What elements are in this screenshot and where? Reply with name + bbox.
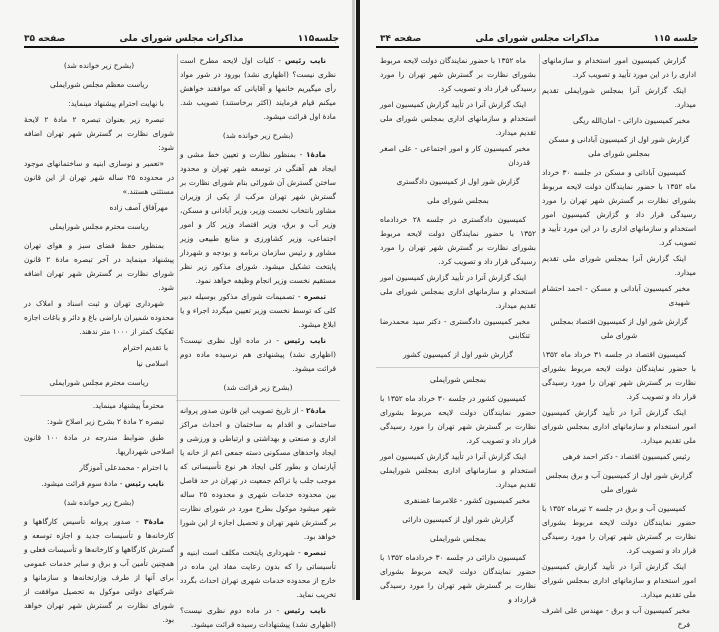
paragraph-text: ماه ۱۳۵۲ با حضور نمایندگان دولت لایحه مربوط بشورای نظارت بر گسترش شهر تهران را مورد رسیدگی قرار داد و تصویب کرد.	[380, 56, 536, 93]
speaker-label: نایب رئیس	[285, 56, 326, 65]
paragraph-text: کمیسیون اقتصاد در جلسه ۳۱ خرداد ماه ۱۳۵۲ با حضور نمایندگان دولت لایحه مربوط بشورای نظارت بر گسترش شهر تهران را مورد رسیدگی قرار داد و تصویب کرد.	[542, 350, 696, 401]
paragraph-text: محترماً پیشنهاد مینماید.	[92, 401, 164, 410]
paragraph	[180, 54, 336, 124]
signature-line	[24, 341, 174, 355]
paragraph-text: بمنظور حفظ فضای سبز و هوای تهران پیشنهاد مینماید در آخر تبصره مادهٔ ۲ قانون شورای نظارت بر گسترش شهر تهران اضافه شود.	[24, 241, 174, 292]
section-divider	[376, 367, 540, 368]
paragraph-text: گزارش شور اول از کمیسیون اقتصاد بمجلس شورای ملی	[550, 317, 688, 340]
speaker-label: مادهٔ۱	[305, 150, 326, 159]
paragraph-text: اینک گزارش آنرا در تأیید گزارش کمیسیون امور استخدام و سازمانهای اداری بمجلس شورای ملی تقدیم میدارد.	[380, 273, 536, 310]
publication-title: مذاکرات مجلس شورای ملی	[475, 34, 600, 44]
paragraph-text: بمجلس شورایملی	[430, 534, 486, 543]
paragraph-text: مخبر کمیسیون کار و امور اجتماعی - علی اصغر قدردان	[380, 144, 530, 167]
paragraph	[380, 213, 536, 269]
paragraph-text: - در ماده اول نظری نیست؟ (اظهاری نشد) پیشنهادی هم نرسیده ماده دوم قرائت میشود.	[180, 336, 336, 373]
paragraph-text: تبصره زیر بعنوان تبصره ۲ مادهٔ ۲ لایحهٔ شورای نظارت بر گسترش شهر تهران اضافه شود:	[24, 115, 174, 152]
paragraph-text: کمیسیون دادگستری در جلسه ۲۸ خردادماه ۱۳۵۲ با حضور نمایندگان دولت لایحه مربوط بشورای نظارت بر گسترش شهر تهران را مورد رسیدگی قرار داد و تصویب کرد.	[380, 215, 536, 266]
paragraph	[380, 98, 536, 140]
speaker-label: مادهٔ۳	[143, 517, 164, 526]
paragraph-text: - از تاریخ تصویب این قانون صدور پروانه ساختمانی و اقدام به ساختمان و احداث مراکز اداری و صنعتی و بهداشتی و ارتباطی و ورزشی و ایجاد واحدهای مسکونی دسته جمعی اعم از خانه یا آپارتمان و بطور کلی ایجاد هر نوع تأسیساتی که موجب جلب یا تراکم جمعیت در تهران در حد فاصل بین محدوده خدمات شهری و محدوده ۲۵ ساله شهر میشود موکول بطرح مورد در شورای نظارت بر گسترش شهر تهران و تحصیل اجازه از این شورا خواهد بود.	[180, 406, 336, 541]
column-divider	[177, 54, 178, 580]
signature-line	[542, 282, 696, 310]
section-heading	[180, 381, 336, 395]
paragraph	[380, 450, 536, 492]
section-heading	[542, 469, 696, 497]
paragraph	[542, 54, 696, 82]
right-page	[360, 0, 719, 629]
paragraph-text: بمجلس شورایملی	[430, 375, 486, 384]
speaker-label: مادهٔ۲	[305, 406, 326, 415]
publication-title: مذاکرات مجلس شورای ملی	[119, 34, 244, 44]
paragraph-text: مخبر کمیسیون آبادانی و مسکن - احمد احتشام شهیدی	[542, 284, 690, 307]
paragraph-text: ریاست محترم مجلس شورایملی	[49, 222, 149, 231]
paragraph-text: طبق ضوابط مندرجه در مادهٔ ۱۰۰ قانون اصلاحی شهرداریها.	[24, 433, 174, 456]
paragraph-text: مخبر کمیسیون کشور - غلامرضا غضنفری	[404, 496, 530, 505]
header-rule	[24, 46, 339, 48]
paragraph-text: کمیسیون آب و برق در جلسه ۲ تیرماه ۱۳۵۲ با حضور نمایندگان دولت لایحه مربوط بشورای نظارت بر گسترش شهر تهران را مورد رسیدگی قرار داد و تصویب کرد.	[542, 504, 696, 555]
paragraph-text: - بمنظور نظارت و تعیین خط مشی و ایجاد هم آهنگی در توسعه شهر تهران و محدود ساختن گسترش آن شورائی بنام شورای نظارت بر گسترش شهر تهران مرکب از یکی از وزیران مشاور بانتخاب نخست وزیر، وزیر آبادانی و مسکن، وزیر آب و برق، وزیر اقتصاد وزیر کار و امور اجتماعی، وزیر کشاورزی و منابع طبیعی وزیر مشاور و رئیس سازمان برنامه و بودجه و شهردار پایتخت تشکیل میشود. شورای مذکور زیر نظر مستقیم نخست وزیر انجام وظیفه خواهد نمود.	[180, 150, 336, 285]
section-divider	[176, 400, 340, 401]
paragraph-text: - شهرداری پایتخت مکلف است ابنیه و تأسیساتی را که بدون رعایت مفاد این ماده در خارج از محدوده خدمات شهری تهران احداث بگردد تخریب نماید.	[180, 548, 336, 599]
paragraph-text: «تعمیر و نوسازی ابنیه و ساختمانهای موجود در محدوده ۲۵ ساله شهر تهران از این قانون مستثنی هستند.»	[24, 159, 174, 196]
paragraph-text: شهرداری تهران و ثبت اسناد و املاک در محدوده شمیران باراضی باغ و دائر و باغات اجازه تفکیک کمتر از ۱۰۰۰ متر ندهند.	[24, 299, 174, 336]
paragraph	[180, 604, 336, 632]
paragraph	[180, 148, 336, 288]
paragraph-text: اسلامی نیا	[136, 359, 168, 368]
paragraph	[180, 290, 336, 332]
column-divider	[539, 54, 540, 580]
text-column-left	[380, 54, 536, 604]
page-header	[24, 30, 339, 44]
signature-line	[24, 201, 174, 215]
section-heading	[380, 348, 536, 362]
page-header	[380, 30, 698, 44]
paragraph	[24, 399, 174, 413]
paragraph-text: گزارش شور اول از کمیسیون دادگستری	[396, 177, 520, 186]
paragraph-text: گزارش شور اول از کمیسیون کشور	[403, 350, 513, 359]
paragraph-text: اینک گزارش آنرا بمجلس شورایملی تقدیم میدارد.	[542, 86, 696, 109]
section-heading	[380, 194, 536, 208]
paragraph-text: تبصره ۲ مادهٔ ۲ بشرح زیر اصلاح شود:	[47, 417, 164, 426]
section-heading	[380, 373, 536, 387]
paragraph-text: (بشرح زیر خوانده شد)	[63, 498, 135, 507]
page-gutter-shadow	[352, 0, 355, 600]
session-number: جلسه۱۱۵	[297, 34, 339, 44]
paragraph-text: - صدور پروانه تأسیس کارگاهها و کارخانه‌ها و تأسیسات جدید و اجازه توسعه و گسترش کارگاهها و کارخانه‌ها و تأسیسات فعلی و همچنین تأمین آب و برق و سایر خدمات عمومی برای آنها از طرف وزارتخانه‌ها و سازمانها و شرکتهای دولتی موکول به تحصیل موافقت از شورای نظارت بر گسترش شهر تهران خواهد بود.	[24, 517, 174, 624]
paragraph-text: - مادهٔ سوم قرائت میشود.	[41, 479, 125, 488]
speaker-label: نایب رئیس	[284, 336, 327, 345]
paragraph	[542, 560, 696, 602]
text-column-right	[542, 54, 696, 629]
section-heading	[542, 315, 696, 343]
paragraph-text: اینک گزارش آنرا در تأیید گزارش کمیسیون امور استخدام و سازمانهای اداری بمجلس شورای ملی تقدیم میدارد.	[380, 100, 536, 137]
paragraph	[542, 406, 696, 448]
signature-line	[542, 450, 696, 464]
paragraph-text: مخبر کمیسیون آب و برق - مهندس علی اشرف فرخ	[542, 606, 690, 629]
paragraph-text: اینک گزارش آنرا در تأیید گزارش کمیسیون امور استخدام و سازمانهای اداری بمجلس شورای ملی تقدیم میدارد.	[542, 408, 696, 445]
paragraph-text: (بشرح زیر قرائت شد)	[223, 383, 293, 392]
signature-line	[380, 142, 536, 170]
speaker-label: نایب رئیس	[284, 606, 327, 615]
paragraph	[542, 502, 696, 558]
signature-line	[542, 114, 696, 128]
paragraph-text: مهرآفاق آصف زاده	[109, 203, 168, 212]
paragraph	[24, 415, 174, 429]
session-number: جلسه ۱۱۵	[653, 34, 698, 44]
paragraph	[542, 252, 696, 280]
signature-line	[24, 357, 174, 371]
text-column-right	[180, 54, 336, 629]
section-heading	[24, 220, 174, 234]
signature-line	[380, 315, 536, 343]
paragraph-text: کمیسیون آبادانی و مسکن در جلسه ۳۰ خرداد ماه ۱۳۵۲ با حضور نمایندگان دولت لایحه مربوط بشورای نظارت بر گسترش شهر تهران را مورد رسیدگی قرار داد و گزارش کمیسیون امور استخدام و سازمانهای اداری را در این مورد تأیید و تصویب کرد.	[542, 168, 696, 247]
paragraph-text: گزارش شور اول از کمیسیون دارائی	[402, 515, 514, 524]
paragraph	[380, 54, 536, 96]
paragraph-text: گزارش شور اول از کمیسیون آبادانی و مسکن بمجلس شورای ملی	[548, 135, 690, 158]
section-heading	[542, 133, 696, 161]
paragraph-text: اینک گزارش آنرا در تأیید گزارش کمیسیون امور استخدام و سازمانهای اداری بمجلس شورای ملی تقدیم میدارد.	[542, 562, 696, 599]
section-heading	[24, 376, 174, 390]
paragraph-text: بمجلس شورای ملی	[427, 196, 489, 205]
paragraph	[180, 404, 336, 544]
section-heading	[380, 175, 536, 189]
section-heading	[180, 129, 336, 143]
header-rule	[376, 46, 698, 48]
paragraph	[380, 551, 536, 607]
paragraph-text: با احترام - محمدعلی آموزگار	[79, 463, 168, 472]
page-number-label: صفحه ۳۵	[24, 34, 66, 44]
paragraph	[24, 477, 174, 491]
paragraph-text: با نهایت احترام پیشنهاد مینماید:	[68, 99, 164, 108]
paragraph	[24, 113, 174, 155]
paragraph	[24, 239, 174, 295]
paragraph-text: مخبر کمیسیون دارائی - امان‌الله ریگی	[573, 116, 690, 125]
paragraph	[380, 392, 536, 448]
paragraph	[24, 157, 174, 199]
paragraph-text: - تصمیمات شورای مذکور بوسیله دبیر کلی که توسط نخست وزیر تعیین میگردد اجراء و یا ابلاغ میشود.	[180, 292, 336, 329]
speaker-label: نایب رئیس	[124, 479, 164, 488]
paragraph-text: مخبر کمیسیون دادگستری - دکتر سید محمدرضا تنکابنی	[380, 317, 530, 340]
paragraph-text: اینک گزارش آنرا در تأیید گزارش کمیسیون امور استخدام و سازمانهای اداری بمجلس شورایملی تقدیم میدارد.	[380, 452, 536, 489]
paragraph-text: ریاست محترم مجلس شورایملی	[49, 378, 149, 387]
paragraph	[24, 515, 174, 627]
section-heading	[380, 513, 536, 527]
signature-line	[380, 494, 536, 508]
paragraph	[542, 348, 696, 404]
signature-line	[542, 604, 696, 632]
speaker-label: تبصره	[303, 292, 326, 301]
paragraph	[180, 546, 336, 602]
section-heading	[24, 59, 174, 73]
paragraph-text: گزارش شور اول از کمیسیون آب و برق بمجلس شورای ملی	[545, 471, 693, 494]
section-heading	[380, 532, 536, 546]
page-number-label: صفحه ۳۴	[380, 34, 422, 44]
paragraph-text: رئیس کمیسیون اقتصاد - دکتر احمد فرهی	[562, 452, 690, 461]
paragraph	[24, 297, 174, 339]
signature-line	[24, 461, 174, 475]
paragraph-text: اینک گزارش آنرا بمجلس شورای ملی تقدیم میدارد.	[542, 254, 696, 277]
paragraph	[24, 431, 174, 459]
paragraph-text: گزارش کمیسیون امور استخدام و سازمانهای اداری را در این مورد تأیید و تصویب کرد.	[542, 56, 696, 79]
paragraph	[24, 97, 174, 111]
paragraph	[180, 334, 336, 376]
paragraph-text: - کلیات اول لایحه مطرح است نظری نیست؟ (اظهاری نشد) بورود در شور مواد رأی میگیریم خانمها و آقایانی که موافقند خواهش میکنم قیام فرمایند (اکثر برخاستند) تصویب شد. مادهٔ اول قرائت میشود.	[180, 56, 336, 121]
paragraph-text: کمیسیون دارائی در جلسه ۳۰ خردادماه ۱۳۵۲ با حضور نمایندگان دولت لایحه مربوط بشورای نظارت بر گسترش شهر تهران را مورد رسیدگی قرارداد و	[380, 553, 536, 604]
section-heading	[24, 496, 174, 510]
paragraph	[542, 166, 696, 250]
paragraph	[380, 271, 536, 313]
speaker-label: تبصره	[303, 548, 326, 557]
section-heading	[24, 78, 174, 92]
text-column-left	[24, 54, 174, 624]
paragraph-text: - در ماده دوم نظری نیست؟ (اظهاری نشد) پیشنهادات رسیده قرائت میشود.	[180, 606, 336, 629]
paragraph-text: با تقدیم احترام	[122, 343, 168, 352]
paragraph-text: کمیسیون کشور در جلسه ۳۰ خرداد ماه ۱۳۵۲ با حضور نمایندگان دولت لایحه مربوط بشورای نظارت بر گسترش شهر تهران را مورد رسیدگی قرار داد و تصویب کرد.	[380, 394, 536, 445]
paragraph-text: (بشرح زیر خوانده شد)	[63, 61, 135, 70]
paragraph-text: (بشرح زیر خوانده شد)	[222, 131, 294, 140]
section-divider	[20, 395, 178, 396]
paragraph-text: ریاست معظم مجلس شورایملی	[49, 80, 149, 89]
left-page	[0, 0, 358, 629]
paragraph	[542, 84, 696, 112]
